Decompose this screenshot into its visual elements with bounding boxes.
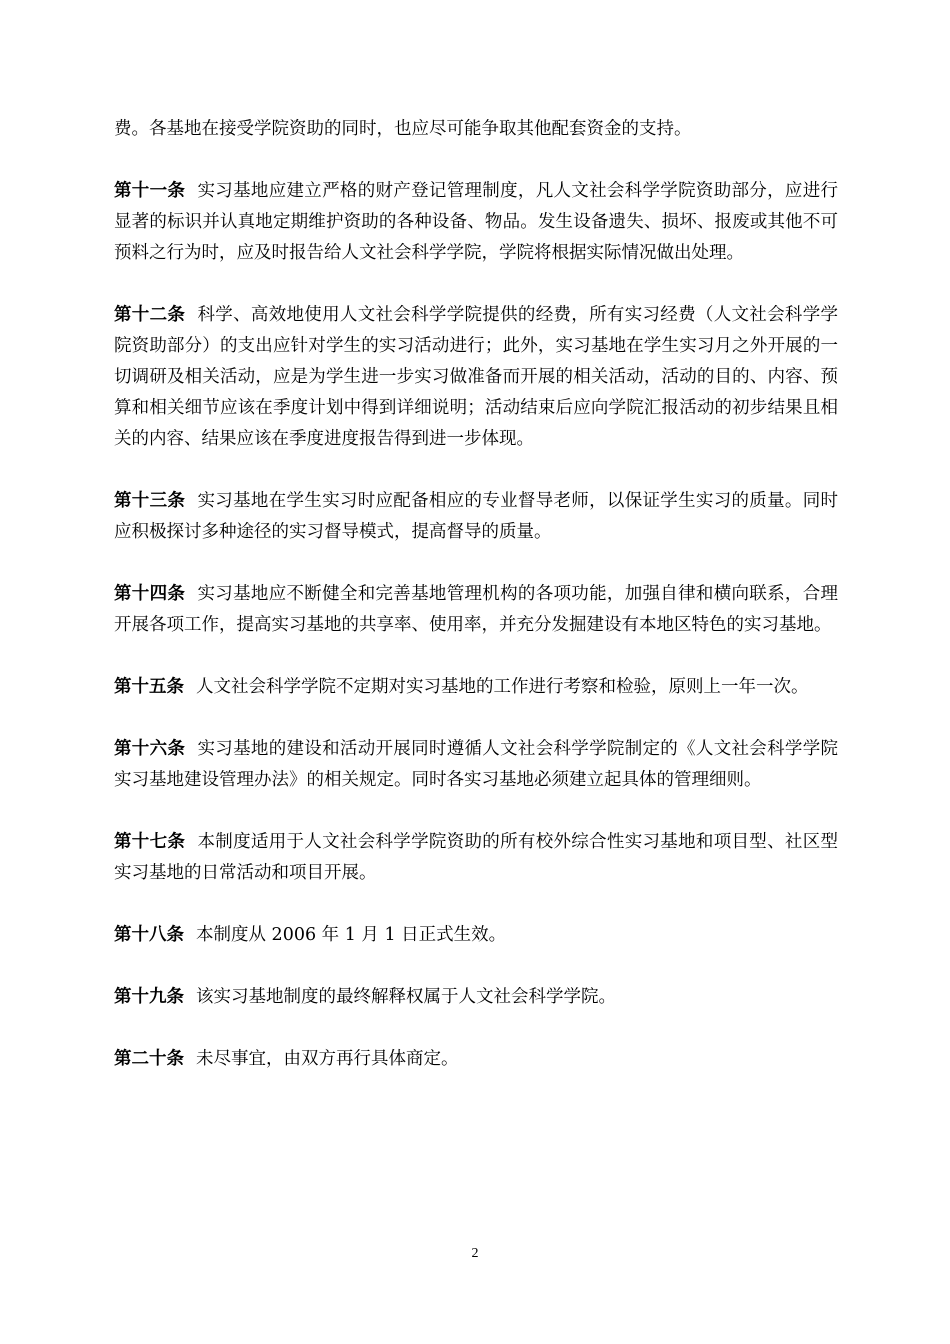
article-20 (114, 1044, 838, 1075)
article-label: 第十五条 (114, 677, 184, 697)
page-number: 2 (471, 1246, 479, 1261)
article-11 (114, 176, 838, 269)
paragraph-continuation (114, 114, 838, 145)
article-label: 第十一条 (114, 181, 186, 201)
article-text: 该实习基地制度的最终解释权属于人文社会科学学院。 (196, 987, 616, 1007)
article-label: 第十四条 (114, 584, 186, 604)
article-18 (114, 920, 838, 951)
article-12 (114, 300, 838, 455)
article-text: 本制度从 2006 年 1 月 1 日正式生效。 (196, 925, 507, 945)
document-page (114, 114, 838, 1106)
article-text: 实习基地在学生实习时应配备相应的专业督导老师，以保证学生实习的质量。同时应积极探讨多种途径的实习督导模式，提高督导的质量。 (114, 491, 839, 542)
article-text: 人文社会科学学院不定期对实习基地的工作进行考察和检验，原则上一年一次。 (196, 677, 809, 697)
article-text: 实习基地应不断健全和完善基地管理机构的各项功能，加强自律和横向联系，合理开展各项工作，提高实习基地的共享率、使用率，并充分发掘建设有本地区特色的实习基地。 (114, 584, 839, 635)
article-label: 第十七条 (114, 832, 186, 852)
article-text: 实习基地的建设和活动开展同时遵循人文社会科学学院制定的《人文社会科学学院实习基地建设管理办法》的相关规定。同时各实习基地必须建立起具体的管理细则。 (114, 739, 839, 790)
article-13 (114, 486, 838, 548)
paragraph-text: 费。各基地在接受学院资助的同时，也应尽可能争取其他配套资金的支持。 (114, 119, 692, 139)
article-label: 第十二条 (114, 305, 186, 325)
article-label: 第二十条 (114, 1049, 184, 1069)
article-16 (114, 734, 838, 796)
article-17 (114, 827, 838, 889)
article-text: 本制度适用于人文社会科学学院资助的所有校外综合性实习基地和项目型、社区型实习基地的日常活动和项目开展。 (114, 832, 839, 883)
article-label: 第十六条 (114, 739, 186, 759)
article-text: 实习基地应建立严格的财产登记管理制度，凡人文社会科学学院资助部分，应进行显著的标识并认真地定期维护资助的各种设备、物品。发生设备遗失、损坏、报废或其他不可预料之行为时，应及时报告给人文社会科学学院，学院将根据实际情况做出处理。 (114, 181, 839, 263)
article-19 (114, 982, 838, 1013)
article-text: 未尽事宜，由双方再行具体商定。 (196, 1049, 459, 1069)
article-label: 第十八条 (114, 925, 184, 945)
article-15 (114, 672, 838, 703)
article-14 (114, 579, 838, 641)
article-label: 第十三条 (114, 491, 186, 511)
article-text: 科学、高效地使用人文社会科学学院提供的经费，所有实习经费（人文社会科学学院资助部分）的支出应针对学生的实习活动进行；此外，实习基地在学生实习月之外开展的一切调研及相关活动，应是为学生进一步实习做准备而开展的相关活动，活动的目的、内容、预算和相关细节应该在季度计划中得到详细说明；活动结束后应向学院汇报活动的初步结果且相关的内容、结果应该在季度进度报告得到进一步体现。 (114, 305, 839, 449)
article-label: 第十九条 (114, 987, 184, 1007)
